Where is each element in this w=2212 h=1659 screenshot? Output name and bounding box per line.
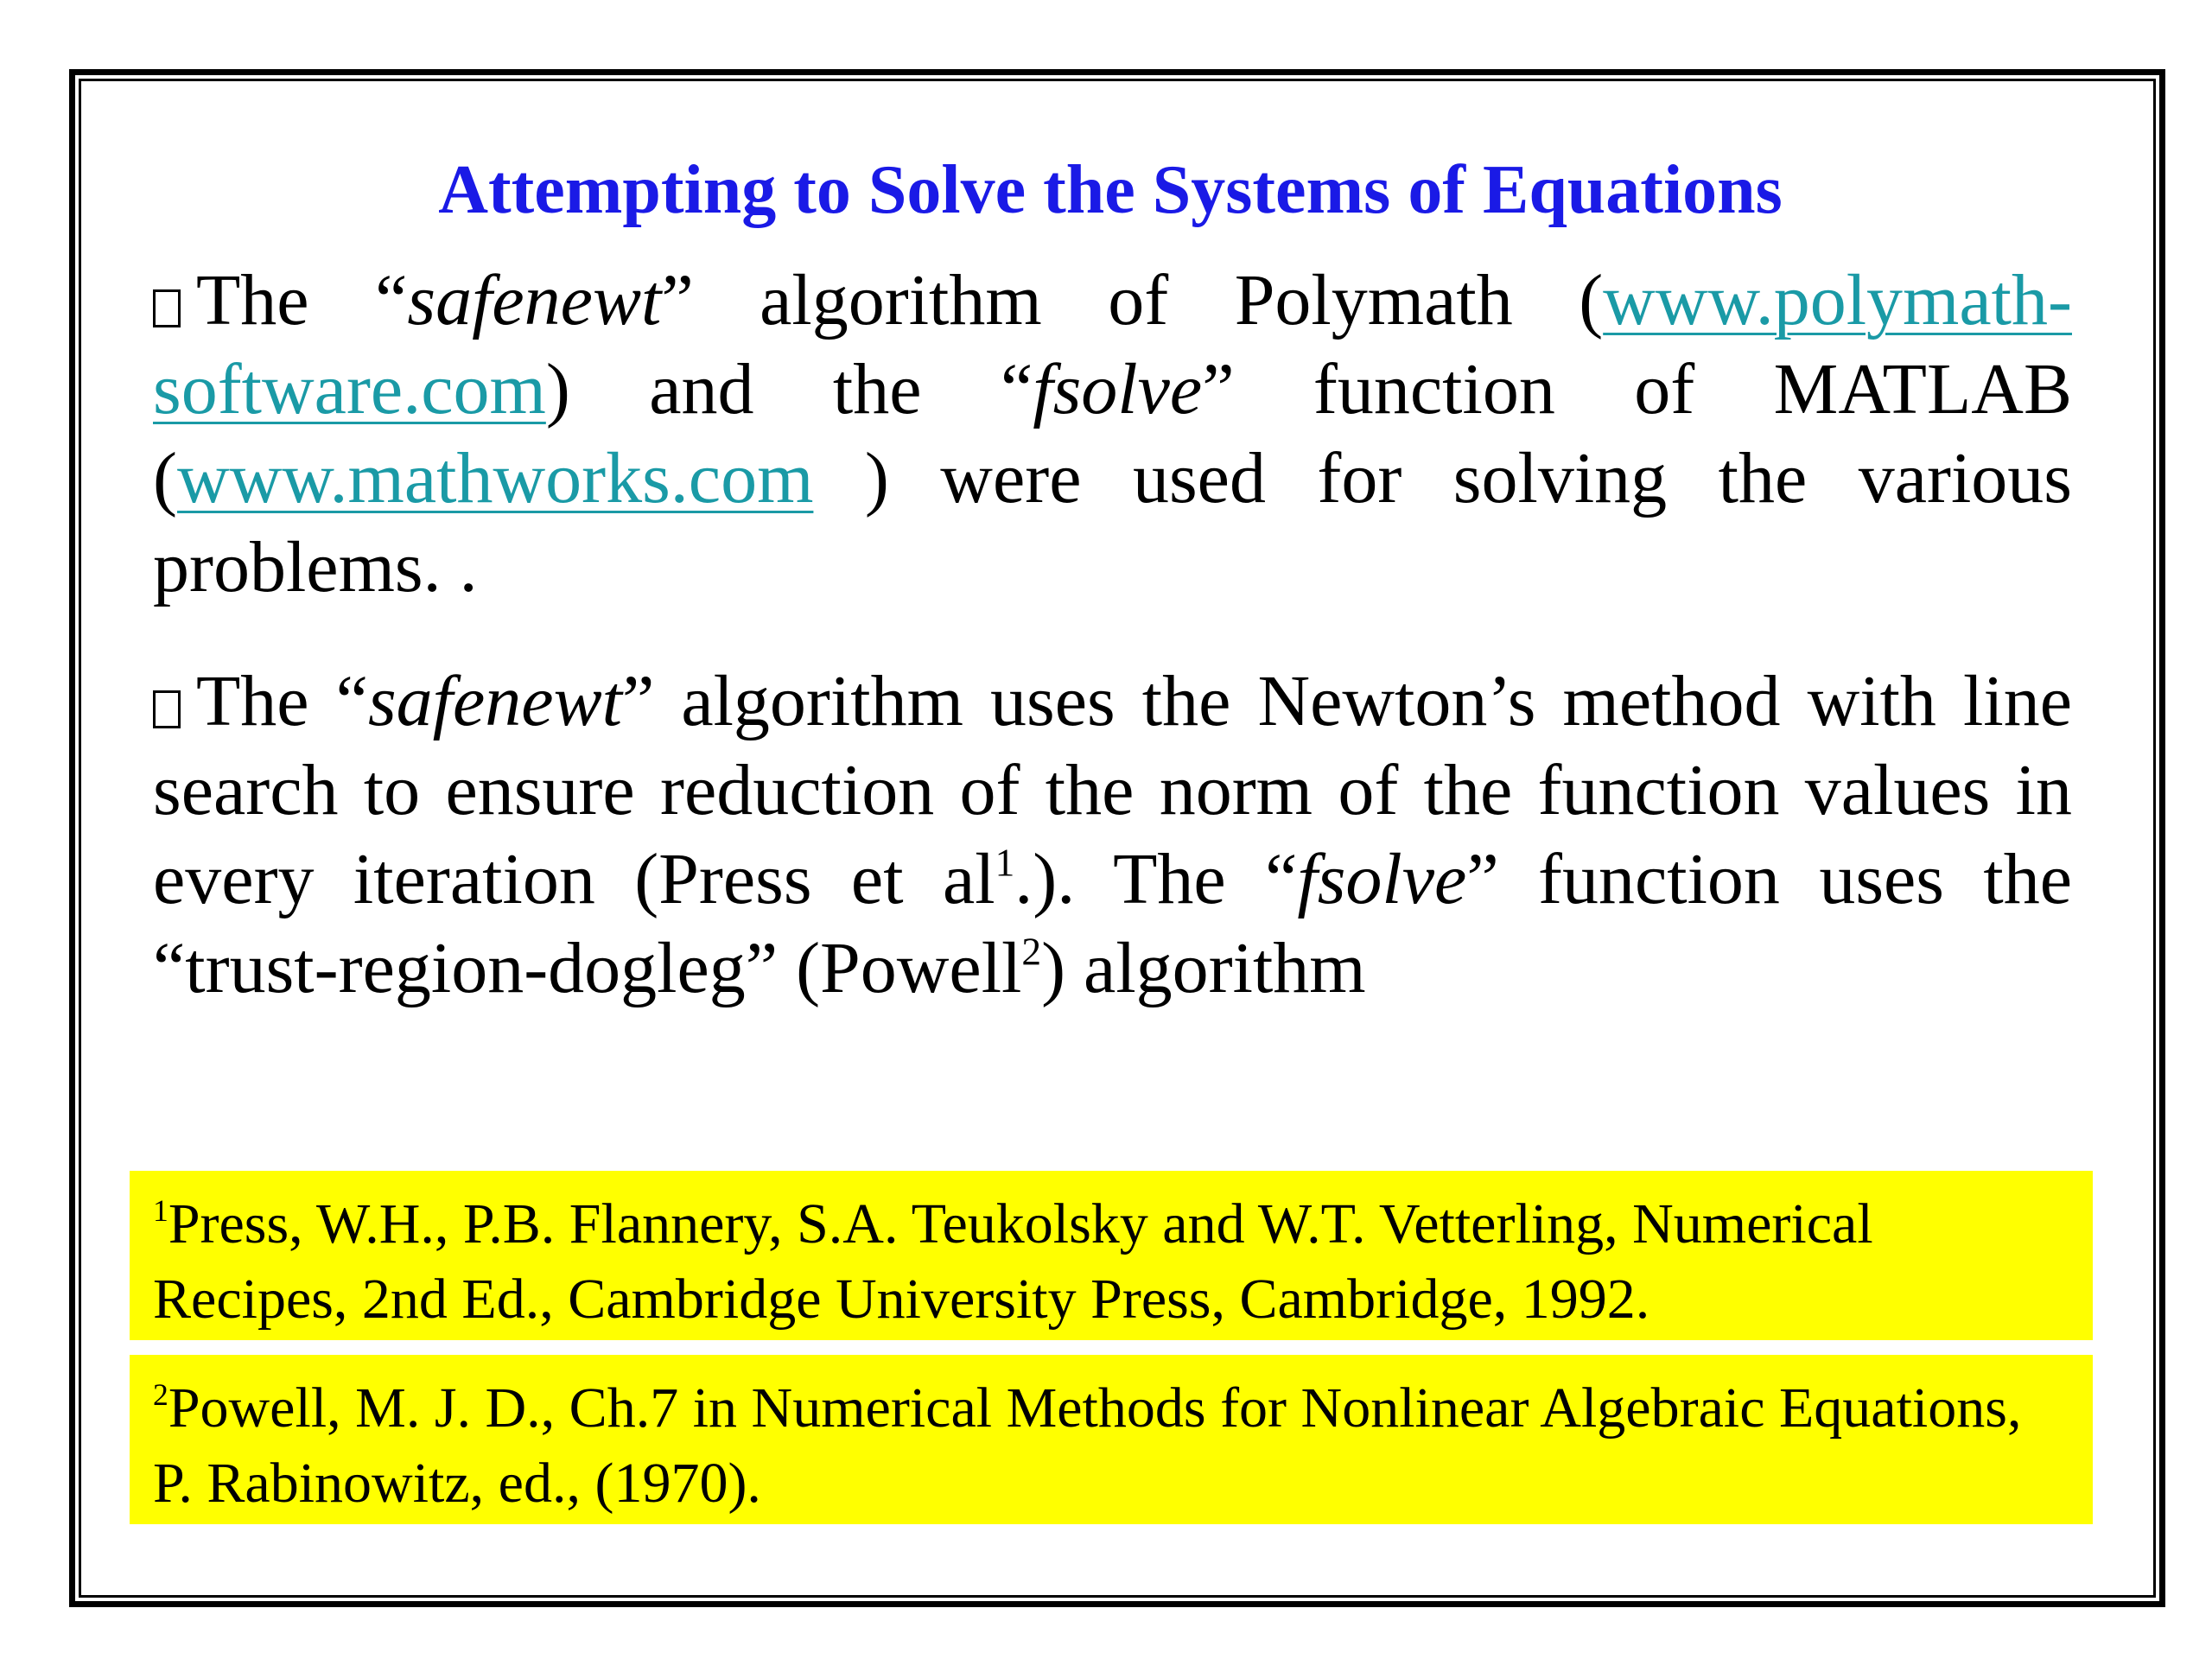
para1-text-1: The “: [196, 260, 408, 340]
reference-text: Press, W.H., P.B. Flannery, S.A. Teukolsky and W.T. Vetterling, Numerical Recipes, 2nd Ed., Cambridge University Press, Cambridge, 1992.: [153, 1192, 1873, 1331]
footnote-ref-1: 1: [995, 841, 1015, 885]
safenewt-term: safenewt: [367, 661, 622, 741]
fsolve-term: fsolve: [1033, 349, 1203, 429]
fsolve-term: fsolve: [1297, 839, 1467, 919]
square-bullet-icon: [153, 289, 181, 327]
reference-number: 1: [153, 1193, 168, 1229]
slide-title: Attempting to Solve the Systems of Equations: [438, 152, 1783, 228]
polymath-link[interactable]: www.polymath-software.com: [153, 260, 2072, 429]
para2-text-3: .). The “: [1014, 839, 1298, 919]
square-bullet-icon: [153, 690, 181, 728]
para1-text-5: ) were used for solving the various problems. .: [153, 438, 2072, 607]
mathworks-link[interactable]: www.mathworks.com: [176, 438, 814, 518]
para1-text-3: ) and the “: [545, 349, 1033, 429]
paragraph-solvers: [153, 256, 2072, 612]
reference-box-powell: [130, 1355, 2093, 1524]
reference-text: Powell, M. J. D., Ch.7 in Numerical Methods for Nonlinear Algebraic Equations, P. Rabinowitz, ed., (1970).: [153, 1376, 2022, 1515]
para2-text-2: ” algorithm uses the Newton’s method with line search to ensure reduction of the norm of the function values in every iteration (Press et al: [153, 661, 2072, 919]
reference-number: 2: [153, 1377, 168, 1413]
para2-text-4: ” function uses the “trust-region-dogleg” (Powell: [153, 839, 2073, 1008]
reference-box-press: [130, 1171, 2093, 1340]
safenewt-term: safenewt: [407, 260, 662, 340]
footnote-ref-2: 2: [1021, 930, 1042, 974]
para2-text-1: The “: [196, 661, 368, 741]
para1-text-2: ” algorithm of Polymath (: [661, 260, 1604, 340]
paragraph-algorithms: [153, 657, 2072, 1013]
para2-text-5: ) algorithm: [1041, 928, 1366, 1008]
para1-text-4: ” function of MATLAB (: [153, 349, 2072, 518]
